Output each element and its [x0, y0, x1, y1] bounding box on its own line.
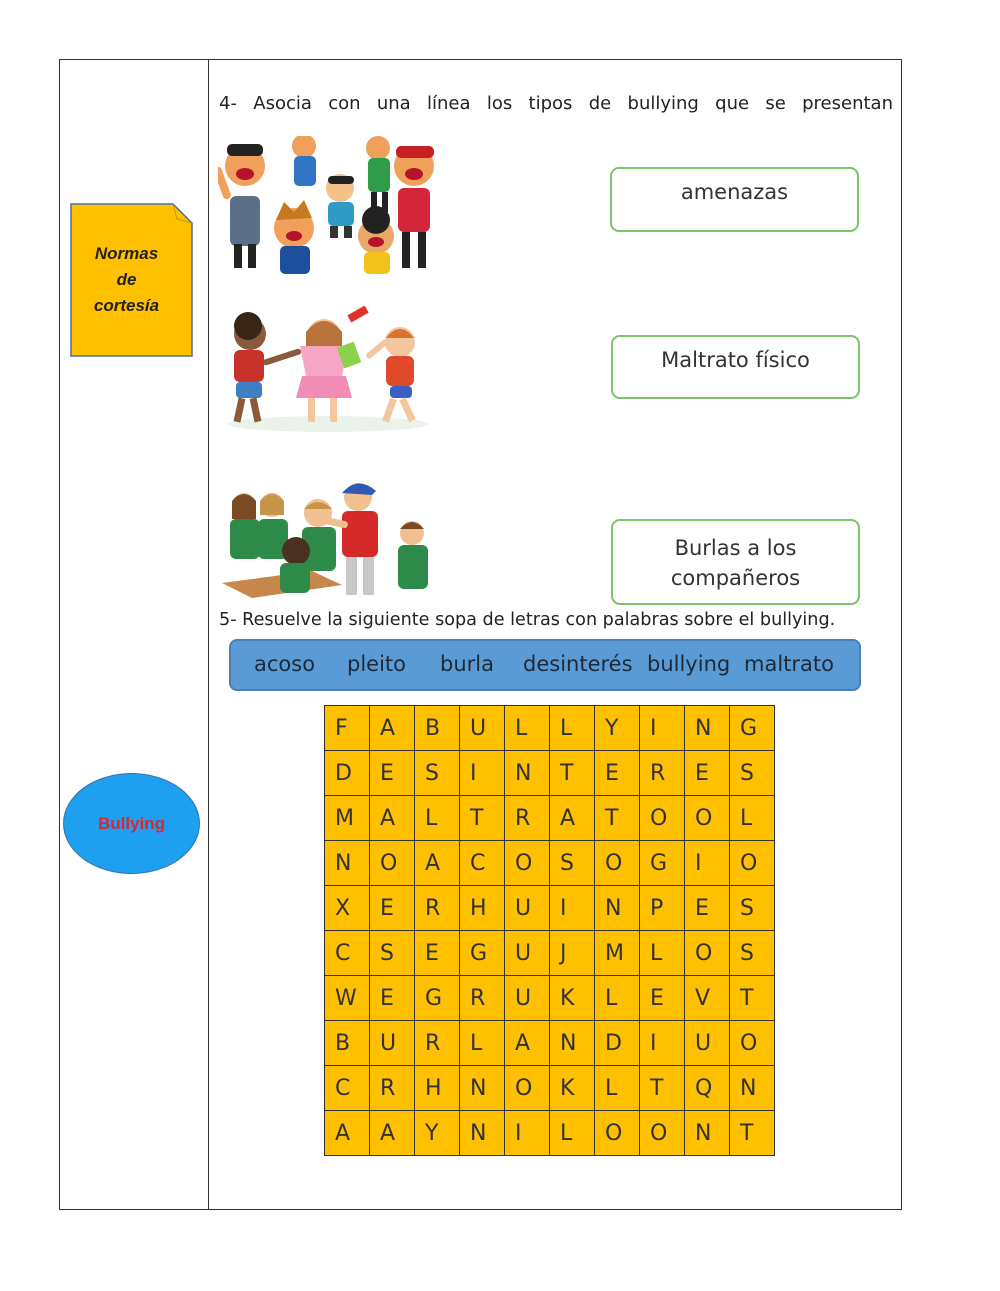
folder-label-line: Normas: [94, 244, 159, 263]
grid-cell[interactable]: R: [415, 1021, 460, 1066]
grid-cell[interactable]: O: [685, 796, 730, 841]
grid-cell[interactable]: S: [370, 931, 415, 976]
grid-cell[interactable]: E: [415, 931, 460, 976]
kids-fighting-illustration: [218, 306, 438, 436]
grid-cell[interactable]: T: [640, 1066, 685, 1111]
answer-text-line-1: Burlas a los: [674, 536, 797, 560]
word-bank-item: desinterés: [523, 652, 633, 676]
grid-cell[interactable]: N: [550, 1021, 595, 1066]
grid-cell[interactable]: R: [415, 886, 460, 931]
grid-cell[interactable]: I: [460, 751, 505, 796]
grid-cell[interactable]: X: [325, 886, 370, 931]
grid-row: [325, 886, 775, 931]
grid-row: [325, 931, 775, 976]
folder-label: [70, 241, 183, 319]
grid-cell[interactable]: E: [370, 886, 415, 931]
grid-cell[interactable]: T: [730, 976, 775, 1021]
grid-cell[interactable]: N: [325, 841, 370, 886]
exercise-5-instruction: 5- Resuelve la siguiente sopa de letras con palabras sobre el bullying.: [219, 610, 836, 630]
grid-cell[interactable]: O: [505, 841, 550, 886]
grid-cell[interactable]: D: [325, 751, 370, 796]
grid-cell[interactable]: A: [415, 841, 460, 886]
column-divider: [208, 59, 209, 1210]
grid-cell[interactable]: R: [370, 1066, 415, 1111]
answer-text: amenazas: [680, 180, 789, 204]
grid-cell[interactable]: O: [640, 796, 685, 841]
grid-row: [325, 976, 775, 1021]
grid-cell[interactable]: E: [685, 886, 730, 931]
grid-row: [325, 796, 775, 841]
grid-cell[interactable]: K: [550, 976, 595, 1021]
grid-cell[interactable]: G: [415, 976, 460, 1021]
grid-cell[interactable]: A: [325, 1111, 370, 1156]
ellipse-label: Bullying: [97, 813, 166, 833]
grid-cell[interactable]: N: [730, 1066, 775, 1111]
grid-cell[interactable]: M: [595, 931, 640, 976]
grid-cell[interactable]: S: [730, 931, 775, 976]
grid-cell[interactable]: H: [460, 886, 505, 931]
grid-cell[interactable]: L: [505, 706, 550, 751]
grid-cell[interactable]: E: [370, 751, 415, 796]
folder-label-line: de: [116, 270, 137, 289]
cheering-kids-illustration: [218, 136, 438, 274]
grid-cell[interactable]: U: [460, 706, 505, 751]
grid-cell[interactable]: L: [550, 706, 595, 751]
answer-box-amenazas[interactable]: [610, 167, 859, 232]
grid-cell[interactable]: N: [685, 706, 730, 751]
grid-cell[interactable]: U: [685, 1021, 730, 1066]
grid-row: [325, 706, 775, 751]
grid-cell[interactable]: E: [685, 751, 730, 796]
grid-cell[interactable]: L: [595, 1066, 640, 1111]
grid-cell[interactable]: T: [595, 796, 640, 841]
grid-cell[interactable]: Q: [685, 1066, 730, 1111]
grid-cell[interactable]: L: [595, 976, 640, 1021]
grid-cell[interactable]: U: [505, 976, 550, 1021]
grid-cell[interactable]: H: [415, 1066, 460, 1111]
grid-cell[interactable]: B: [325, 1021, 370, 1066]
grid-cell[interactable]: U: [505, 886, 550, 931]
grid-cell[interactable]: L: [730, 796, 775, 841]
grid-cell[interactable]: U: [370, 1021, 415, 1066]
grid-cell[interactable]: A: [505, 1021, 550, 1066]
grid-cell[interactable]: O: [730, 841, 775, 886]
grid-cell[interactable]: I: [550, 886, 595, 931]
grid-cell[interactable]: T: [550, 751, 595, 796]
grid-cell[interactable]: L: [550, 1111, 595, 1156]
grid-cell[interactable]: J: [550, 931, 595, 976]
grid-cell[interactable]: O: [685, 931, 730, 976]
grid-row: [325, 1021, 775, 1066]
grid-cell[interactable]: F: [325, 706, 370, 751]
grid-cell[interactable]: N: [595, 886, 640, 931]
grid-row: [325, 1066, 775, 1111]
grid-cell[interactable]: S: [730, 751, 775, 796]
grid-cell[interactable]: W: [325, 976, 370, 1021]
grid-cell[interactable]: Y: [415, 1111, 460, 1156]
grid-cell[interactable]: V: [685, 976, 730, 1021]
grid-cell[interactable]: O: [640, 1111, 685, 1156]
word-bank-item: burla: [440, 652, 494, 676]
grid-cell[interactable]: E: [640, 976, 685, 1021]
grid-cell[interactable]: N: [505, 751, 550, 796]
grid-cell[interactable]: G: [640, 841, 685, 886]
word-bank-item: acoso: [254, 652, 316, 676]
grid-cell[interactable]: A: [370, 796, 415, 841]
grid-cell[interactable]: T: [460, 796, 505, 841]
word-bank-item: bullying: [647, 652, 731, 676]
grid-cell[interactable]: L: [415, 796, 460, 841]
folder-label-line: cortesía: [93, 296, 160, 315]
answer-box-burlas-companeros[interactable]: [611, 519, 860, 605]
students-classroom-bully-illustration: [222, 475, 433, 598]
grid-cell[interactable]: C: [460, 841, 505, 886]
grid-cell[interactable]: K: [550, 1066, 595, 1111]
grid-cell[interactable]: T: [730, 1111, 775, 1156]
grid-cell[interactable]: O: [730, 1021, 775, 1066]
grid-cell[interactable]: E: [370, 976, 415, 1021]
grid-row: [325, 751, 775, 796]
grid-cell[interactable]: I: [640, 1021, 685, 1066]
grid-cell[interactable]: C: [325, 1066, 370, 1111]
grid-cell[interactable]: I: [505, 1111, 550, 1156]
grid-row: [325, 841, 775, 886]
grid-cell[interactable]: U: [505, 931, 550, 976]
grid-cell[interactable]: G: [460, 931, 505, 976]
grid-cell[interactable]: A: [370, 706, 415, 751]
grid-cell[interactable]: A: [550, 796, 595, 841]
grid-cell[interactable]: R: [640, 751, 685, 796]
grid-cell[interactable]: I: [685, 841, 730, 886]
word-bank-item: pleito: [347, 652, 407, 676]
topic-ellipse-bullying: [63, 773, 200, 874]
grid-row: [325, 1111, 775, 1156]
grid-cell[interactable]: G: [730, 706, 775, 751]
grid-cell[interactable]: R: [460, 976, 505, 1021]
grid-cell[interactable]: O: [505, 1066, 550, 1111]
grid-cell[interactable]: I: [640, 706, 685, 751]
grid-cell[interactable]: P: [640, 886, 685, 931]
answer-text-line-2: compañeros: [670, 566, 801, 590]
grid-cell[interactable]: O: [595, 1111, 640, 1156]
grid-cell[interactable]: S: [415, 751, 460, 796]
grid-cell[interactable]: C: [325, 931, 370, 976]
grid-cell[interactable]: B: [415, 706, 460, 751]
exercise-4-instruction: 4- Asocia con una línea los tipos de bullying que se presentan: [219, 93, 893, 114]
answer-box-maltrato-fisico[interactable]: [611, 335, 860, 399]
grid-cell[interactable]: S: [550, 841, 595, 886]
grid-cell[interactable]: N: [460, 1111, 505, 1156]
grid-cell[interactable]: R: [505, 796, 550, 841]
grid-cell[interactable]: L: [640, 931, 685, 976]
grid-cell[interactable]: N: [460, 1066, 505, 1111]
grid-cell[interactable]: M: [325, 796, 370, 841]
word-bank-item: maltrato: [744, 652, 834, 676]
grid-cell[interactable]: Y: [595, 706, 640, 751]
grid-cell[interactable]: O: [370, 841, 415, 886]
grid-cell[interactable]: N: [685, 1111, 730, 1156]
grid-cell[interactable]: A: [370, 1111, 415, 1156]
grid-cell[interactable]: D: [595, 1021, 640, 1066]
answer-text: Maltrato físico: [661, 348, 810, 372]
word-search-grid: [324, 705, 775, 1156]
grid-cell[interactable]: S: [730, 886, 775, 931]
grid-cell[interactable]: E: [595, 751, 640, 796]
word-bank: [229, 639, 861, 691]
grid-cell[interactable]: O: [595, 841, 640, 886]
topic-folder-normas-de-cortesia: [70, 203, 193, 357]
grid-cell[interactable]: L: [460, 1021, 505, 1066]
